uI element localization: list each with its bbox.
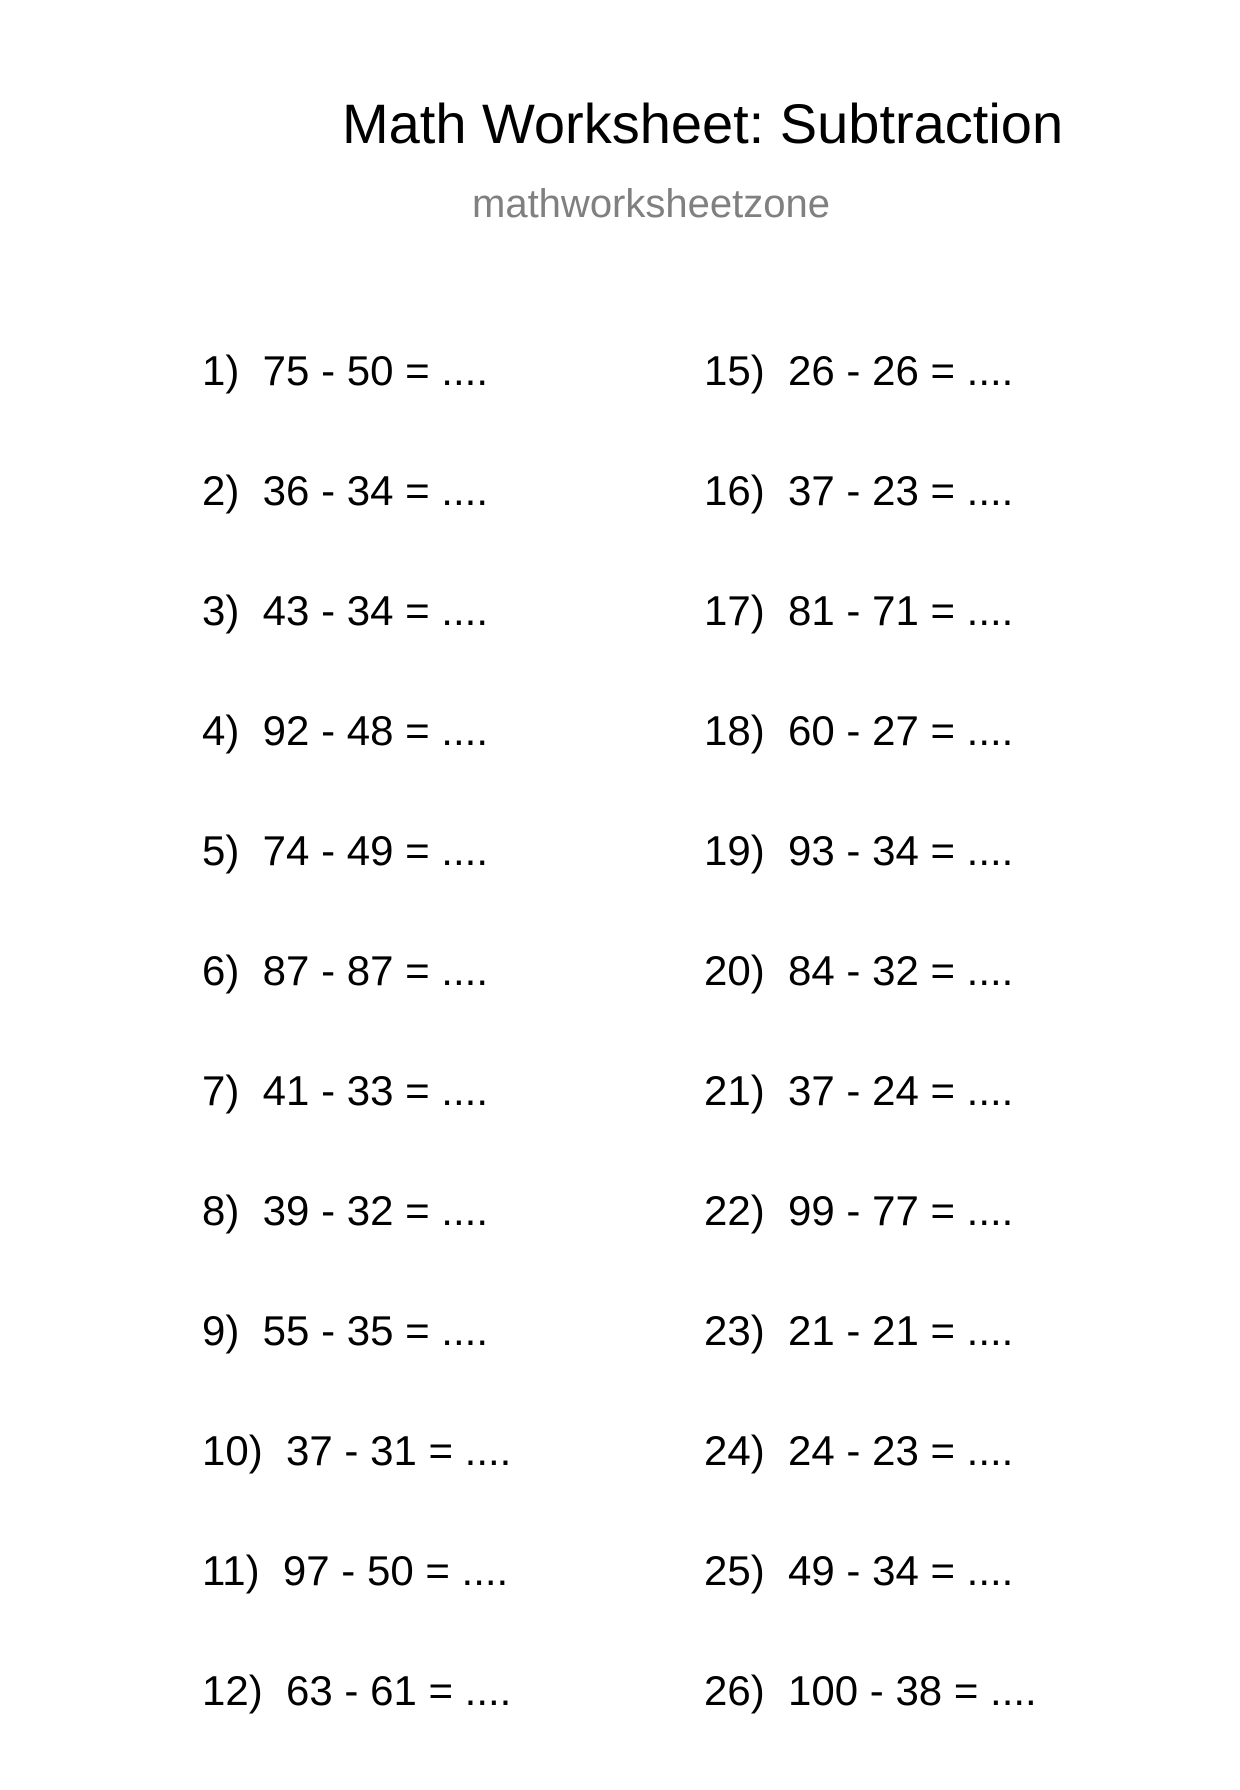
problems-right-column: [704, 347, 1204, 1790]
problem-25: 25) 49 - 34 = ....: [704, 1547, 1014, 1594]
problem-4: 4) 92 - 48 = ....: [202, 707, 488, 754]
problem-8: 8) 39 - 32 = ....: [202, 1187, 488, 1234]
problem-19: 19) 93 - 34 = ....: [704, 827, 1014, 874]
problem-18: 18) 60 - 27 = ....: [704, 707, 1014, 754]
problem-17: 17) 81 - 71 = ....: [704, 587, 1014, 634]
problem-6: 6) 87 - 87 = ....: [202, 947, 488, 994]
problem-20: 20) 84 - 32 = ....: [704, 947, 1014, 994]
problem-7: 7) 41 - 33 = ....: [202, 1067, 488, 1114]
problem-22: 22) 99 - 77 = ....: [704, 1187, 1014, 1234]
problem-9: 9) 55 - 35 = ....: [202, 1307, 488, 1354]
problem-15: 15) 26 - 26 = ....: [704, 347, 1014, 394]
problem-3: 3) 43 - 34 = ....: [202, 587, 488, 634]
problem-10: 10) 37 - 31 = ....: [202, 1427, 512, 1474]
problem-11: 11) 97 - 50 = ....: [202, 1547, 509, 1594]
problem-26: 26) 100 - 38 = ....: [704, 1667, 1037, 1714]
problem-1: 1) 75 - 50 = ....: [202, 347, 488, 394]
problem-24: 24) 24 - 23 = ....: [704, 1427, 1014, 1474]
problem-21: 21) 37 - 24 = ....: [704, 1067, 1014, 1114]
problem-16: 16) 37 - 23 = ....: [704, 467, 1014, 514]
page-title: Math Worksheet: Subtraction: [342, 92, 1064, 155]
problems-left-column: [202, 347, 702, 1790]
problem-2: 2) 36 - 34 = ....: [202, 467, 488, 514]
problem-23: 23) 21 - 21 = ....: [704, 1307, 1014, 1354]
page-subtitle: mathworksheetzone: [472, 182, 830, 226]
problem-5: 5) 74 - 49 = ....: [202, 827, 488, 874]
problem-12: 12) 63 - 61 = ....: [202, 1667, 512, 1714]
